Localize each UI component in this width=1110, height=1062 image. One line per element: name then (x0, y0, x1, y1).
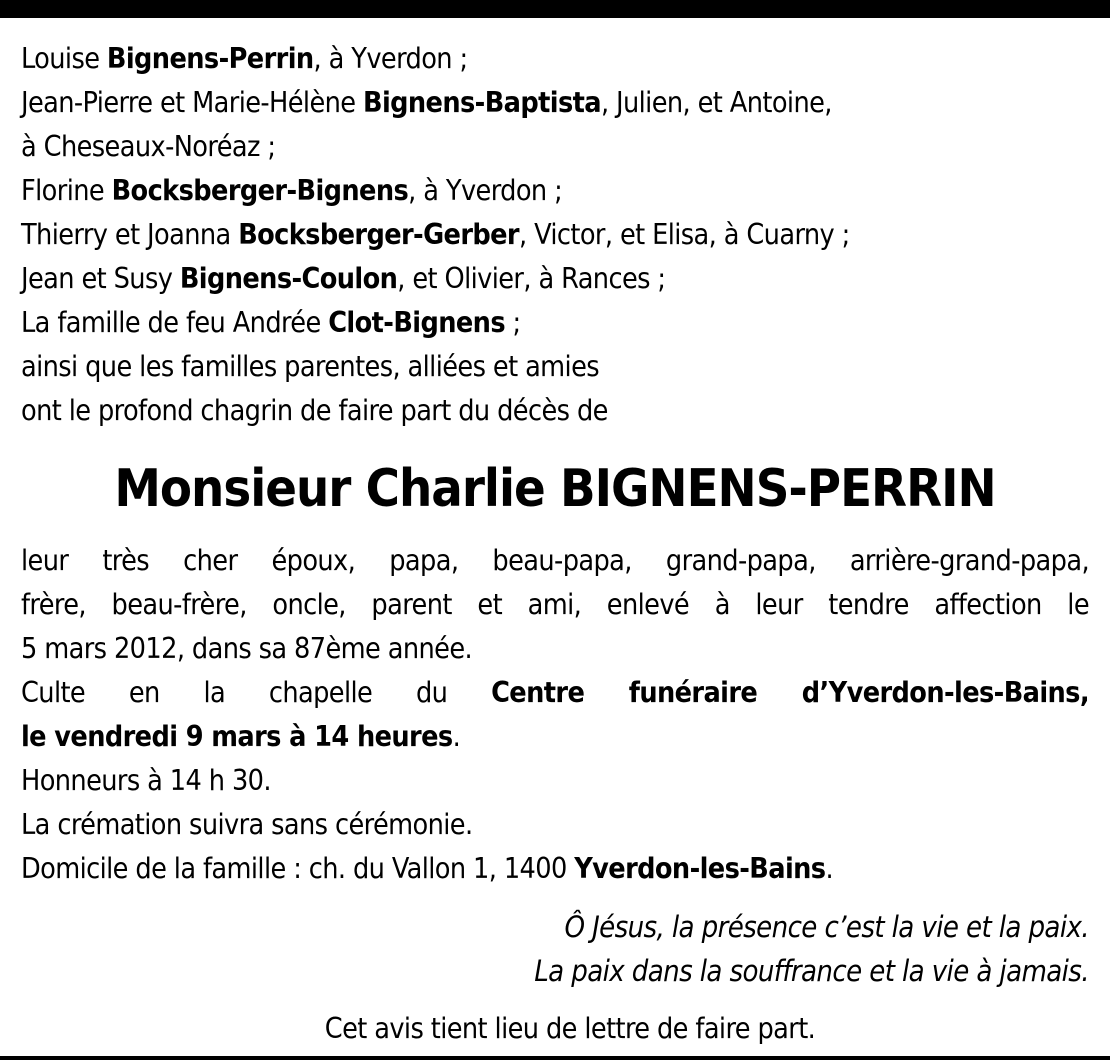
intro-line: ont le profond chagrin de faire part du décès de (21, 394, 608, 427)
verse-line: Ô Jésus, la présence c’est la vie et la paix. (564, 910, 1089, 944)
domicile-text: Domicile de la famille : ch. du Vallon 1, 1400 (21, 852, 575, 885)
family-text: La famille de feu Andrée (21, 306, 329, 339)
closing-line: Cet avis tient lieu de lettre de faire part. (324, 1012, 816, 1045)
honneurs-line: Honneurs à 14 h 30. (21, 764, 271, 797)
service-place: Centre funéraire d’Yverdon-les-Bains, (491, 676, 1089, 709)
top-rule (0, 0, 1110, 18)
body-line: frère, beau-frère, oncle, parent et ami, enlevé à leur tendre affection le (21, 588, 1089, 621)
family-line (21, 301, 1089, 345)
service-line (21, 671, 1089, 715)
family-list (21, 37, 1089, 345)
family-line (21, 257, 1089, 301)
family-name: Bocksberger-Bignens (111, 174, 409, 207)
family-line (21, 37, 1089, 81)
service-text: Culte en la chapelle du (21, 676, 448, 709)
family-text: Jean et Susy (21, 262, 180, 295)
family-name: Bignens-Baptista (363, 86, 601, 119)
family-name: Bignens-Perrin (106, 42, 314, 75)
bottom-rule (0, 1056, 1110, 1060)
family-line (21, 213, 1089, 257)
body-line: leur très cher époux, papa, beau-papa, grand-papa, arrière-grand-papa, (21, 544, 1089, 577)
deceased-name: Monsieur Charlie BIGNENS-PERRIN (114, 459, 996, 519)
family-text: ; (505, 306, 521, 339)
domicile-city: Yverdon-les-Bains (574, 852, 826, 885)
intro-line: ainsi que les familles parentes, alliées et amies (21, 350, 600, 383)
family-name: Bignens-Coulon (179, 262, 398, 295)
family-text: Louise (21, 42, 107, 75)
domicile-end: . (825, 852, 833, 885)
family-line (21, 169, 1089, 213)
family-text: Jean-Pierre et Marie-Hélène (21, 86, 364, 119)
cremation-line: La crémation suivra sans cérémonie. (21, 808, 473, 841)
domicile-line (21, 847, 1089, 891)
family-text: Florine (21, 174, 112, 207)
service-time: le vendredi 9 mars à 14 heures (21, 720, 453, 753)
verse-line: La paix dans la souffrance et la vie à jamais. (534, 954, 1089, 988)
service-end: . (452, 720, 461, 753)
service-time-line (21, 715, 1089, 759)
verse (21, 905, 1089, 993)
family-name: Bocksberger-Gerber (238, 218, 519, 251)
family-text: , à Yverdon ; (408, 174, 563, 207)
family-text: , à Yverdon ; (313, 42, 468, 75)
family-text: Thierry et Joanna (21, 218, 239, 251)
body-line: 5 mars 2012, dans sa 87ème année. (21, 632, 473, 665)
family-line (21, 81, 1089, 125)
family-text: , et Olivier, à Rances ; (397, 262, 666, 295)
obituary-notice (21, 37, 1089, 1051)
family-text: , Julien, et Antoine, (600, 86, 832, 119)
family-name: Clot-Bignens (328, 306, 505, 339)
family-text: , Victor, et Elisa, à Cuarny ; (518, 218, 850, 251)
family-text: à Cheseaux-Noréaz ; (21, 130, 276, 163)
family-line (21, 125, 1089, 169)
